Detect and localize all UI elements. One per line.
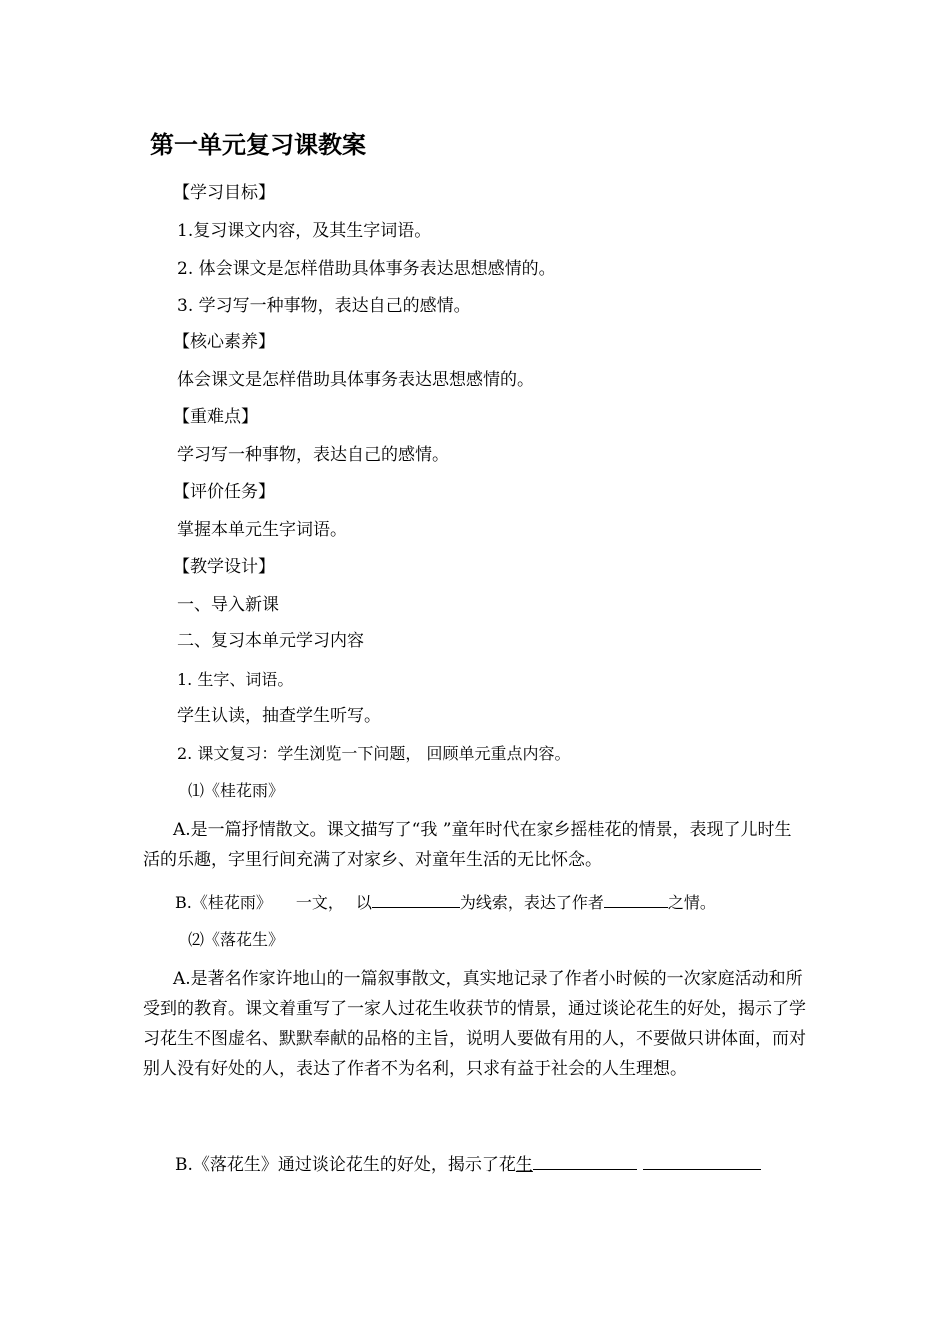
- answer-blank-feeling[interactable]: [604, 889, 668, 908]
- lesson-peanuts-summary: A.是著名作家许地山的一篇叙事散文，真实地记录了作者小时候的一次家庭活动和所受到的教育。课文着重写了一家人过花生收获节的情景，通过谈论花生的好处，揭示了学习花生不图虚名、默默奉献的品格的主旨，说明人要做有用的人，不要做只讲体面，而对别人没有好处的人，表达了作者不为名利，只求有益于社会的人生理想。: [143, 969, 806, 1079]
- goal-item-1: 1.复习课文内容，及其生字词语。: [177, 221, 432, 241]
- sub-item-characters-text: 学生认读，抽查学生听写。: [177, 706, 381, 726]
- lesson-title-osmanthus-rain: ⑴《桂花雨》: [188, 781, 285, 800]
- answer-blank-quality-2[interactable]: [643, 1151, 761, 1170]
- answer-blank-clue[interactable]: [372, 889, 460, 908]
- lesson-osmanthus-rain-fill-in: [175, 889, 716, 915]
- fill-in-text-1: B.《桂花雨》: [175, 893, 272, 912]
- sub-item-text-review: 2. 课文复习：学生浏览一下问题， 回顾单元重点内容。: [177, 744, 571, 763]
- fill-in-text-3: 以: [355, 893, 372, 912]
- fill-in-text-4: 为线索，表达了作者: [459, 893, 604, 912]
- sub-item-characters: 1. 生字、词语。: [177, 670, 294, 689]
- step-introduction: 一、导入新课: [177, 595, 279, 615]
- page-title: 第一单元复习课教案: [150, 131, 366, 159]
- goal-item-2: 2. 体会课文是怎样借助具体事务表达思想感情的。: [177, 259, 556, 279]
- core-literacy-text: 体会课文是怎样借助具体事务表达思想感情的。: [177, 370, 534, 390]
- heading-evaluation: 【评价任务】: [173, 482, 275, 502]
- goal-item-3: 3. 学习写一种事物，表达自己的感情。: [177, 296, 471, 316]
- heading-teaching-design: 【教学设计】: [173, 557, 275, 577]
- answer-blank-quality-1[interactable]: [533, 1151, 637, 1170]
- heading-learning-goals: 【学习目标】: [173, 183, 275, 203]
- fill-in-text-6: B.《落花生》通过谈论花生的好处，揭示了花: [175, 1155, 516, 1175]
- evaluation-text: 掌握本单元生字词语。: [177, 520, 347, 540]
- heading-core-literacy: 【核心素养】: [173, 332, 275, 352]
- lesson-osmanthus-rain-summary: A.是一篇抒情散文。课文描写了“我 ”童年时代在家乡摇桂花的情景，表现了儿时生活的乐趣，字里行间充满了对家乡、对童年生活的无比怀念。: [143, 820, 792, 870]
- step-review: 二、复习本单元学习内容: [177, 631, 364, 651]
- fill-in-text-7: 生: [515, 1155, 533, 1175]
- heading-key-points: 【重难点】: [173, 407, 258, 427]
- lesson-title-peanuts: ⑵《落花生》: [188, 930, 285, 949]
- fill-in-text-2: 一文，: [295, 893, 344, 912]
- lesson-peanuts-fill-in: [175, 1151, 761, 1177]
- fill-in-text-5: 之情。: [667, 893, 716, 912]
- key-points-text: 学习写一种事物，表达自己的感情。: [177, 445, 449, 465]
